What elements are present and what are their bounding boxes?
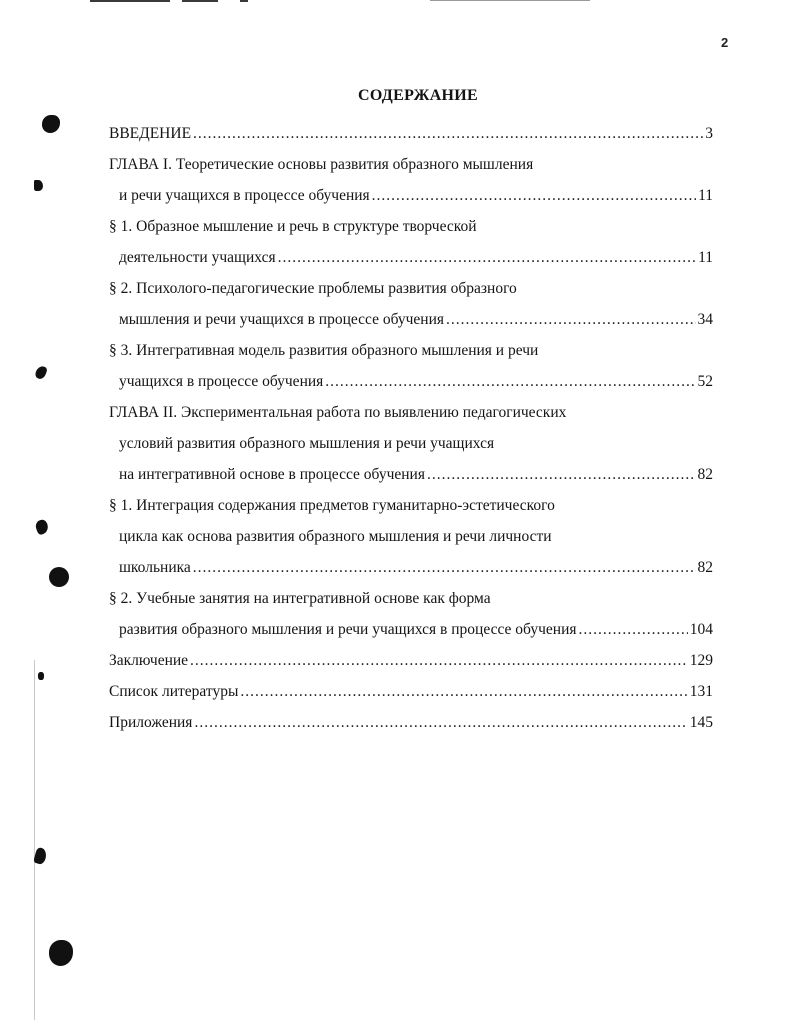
toc-entry-text: развития образного мышления и речи учащихся в процессе обучения: [119, 621, 577, 638]
toc-entry-text: § 2. Психолого-педагогические проблемы развития образного: [109, 280, 517, 297]
toc-entry-chapter-1: [109, 149, 713, 180]
toc-entry-ch2-section-2-cont: [109, 614, 713, 645]
toc-entry-text: мышления и речи учащихся в процессе обучения: [119, 311, 445, 328]
toc-entry-text: Список литературы: [109, 683, 239, 700]
toc-entry-chapter-2: [109, 397, 713, 428]
toc-page-number: 82: [697, 559, 713, 576]
dot-leader: [325, 366, 695, 397]
toc-entry-text: школьника: [119, 559, 191, 576]
dot-leader: [372, 180, 696, 211]
toc-entry-text: § 1. Образное мышление и речь в структуре творческой: [109, 218, 477, 235]
toc-page-number: 104: [689, 621, 713, 638]
toc-page-number: 11: [698, 249, 713, 266]
toc-entry-text: ВВЕДЕНИЕ: [109, 125, 192, 142]
dot-leader: [190, 645, 688, 676]
toc-entry-references: [109, 676, 713, 707]
binder-hole-mark: [38, 672, 44, 680]
toc-entry-text: Заключение: [109, 652, 189, 669]
toc-entry-ch2-section-1-cont: [109, 552, 713, 583]
toc-page-number: 52: [697, 373, 713, 390]
scan-edge-line: [90, 0, 170, 2]
binder-hole-mark: [33, 847, 48, 865]
toc-entry-ch2-section-1: [109, 490, 713, 521]
dot-leader: [579, 614, 688, 645]
dot-leader: [427, 459, 696, 490]
toc-entry-appendices: [109, 707, 713, 738]
toc-entry-conclusion: [109, 645, 713, 676]
toc-title: СОДЕРЖАНИЕ: [357, 87, 479, 104]
toc-entry-ch1-section-2: [109, 273, 713, 304]
dot-leader: [278, 242, 696, 273]
binder-hole-mark: [34, 365, 48, 381]
toc-entry-text: деятельности учащихся: [119, 249, 276, 266]
toc-entry-text: и речи учащихся в процессе обучения: [119, 187, 370, 204]
binder-hole-mark: [49, 940, 73, 966]
toc-entry-ch1-section-1-cont: [109, 242, 713, 273]
toc-page-number: 82: [697, 466, 713, 483]
toc-page-number: 11: [698, 187, 713, 204]
toc-entry-chapter-1-cont: [109, 180, 713, 211]
toc-entry-chapter-2-cont: [109, 428, 713, 459]
dot-leader: [240, 676, 687, 707]
toc-entry-text: на интегративной основе в процессе обучения: [119, 466, 425, 483]
dot-leader: [194, 707, 687, 738]
binder-hole-mark: [49, 567, 69, 587]
binder-hole-mark: [34, 518, 50, 535]
toc-entry-text: условий развития образного мышления и речи учащихся: [119, 435, 495, 452]
toc-entry-text: § 2. Учебные занятия на интегративной основе как форма: [109, 590, 491, 607]
toc-entry-text: ГЛАВА I. Теоретические основы развития образного мышления: [109, 156, 534, 173]
scan-edge-line: [182, 0, 218, 2]
dot-leader: [446, 304, 695, 335]
toc-entry-text: § 3. Интегративная модель развития образного мышления и речи: [109, 342, 539, 359]
toc-entry-text: ГЛАВА II. Экспериментальная работа по выявлению педагогических: [109, 404, 567, 421]
toc-page-number: 131: [689, 683, 713, 700]
binder-hole-mark: [34, 180, 43, 191]
toc-entry-ch1-section-1: [109, 211, 713, 242]
toc-entry-intro: [109, 118, 713, 149]
binder-hole-mark: [42, 115, 60, 133]
toc-entry-chapter-2-cont: [109, 459, 713, 490]
toc-page-number: 129: [689, 652, 713, 669]
toc-entry-ch1-section-3-cont: [109, 366, 713, 397]
toc-entry-ch1-section-2-cont: [109, 304, 713, 335]
scan-edge-line: [240, 0, 248, 2]
toc-entry-ch2-section-2: [109, 583, 713, 614]
toc-page-number: 145: [689, 714, 713, 731]
toc-entry-text: учащихся в процессе обучения: [119, 373, 324, 390]
toc-entry-text: цикла как основа развития образного мышления и речи личности: [119, 528, 552, 545]
dot-leader: [193, 118, 703, 149]
page-number: 2: [721, 35, 729, 50]
scan-edge-line: [430, 0, 590, 1]
dot-leader: [193, 552, 696, 583]
toc-page-number: 34: [697, 311, 713, 328]
toc-entry-ch2-section-1-cont: [109, 521, 713, 552]
toc-entry-text: § 1. Интеграция содержания предметов гуманитарно-эстетического: [109, 497, 555, 514]
toc-page-number: 3: [705, 125, 713, 142]
scan-margin-line: [34, 660, 35, 1020]
toc-entry-text: Приложения: [109, 714, 193, 731]
table-of-contents: [109, 118, 713, 738]
toc-entry-ch1-section-3: [109, 335, 713, 366]
